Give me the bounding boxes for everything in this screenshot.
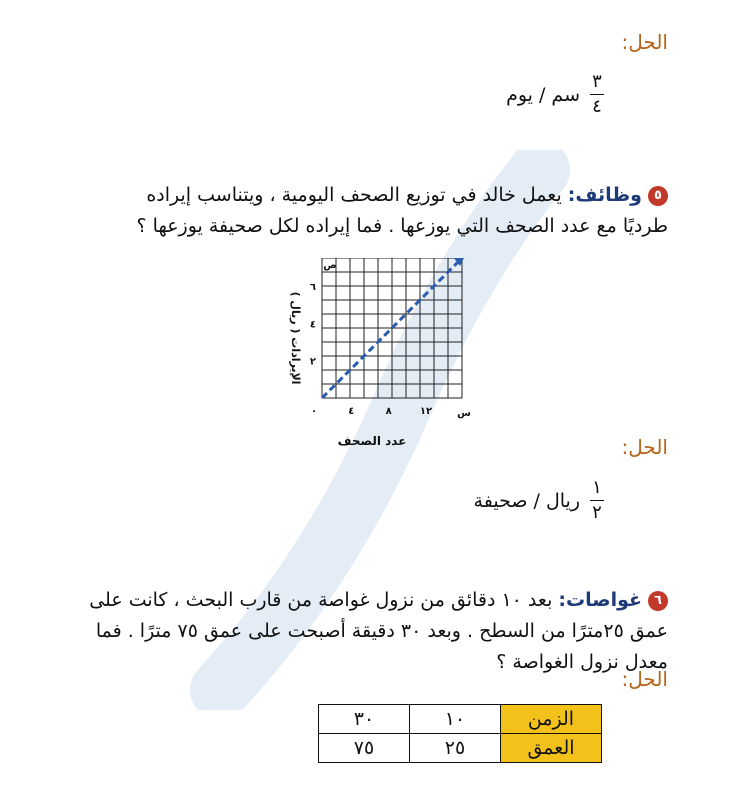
x-axis-letter: س	[457, 408, 471, 419]
fraction-denominator: ٢	[592, 502, 602, 523]
question-number-badge: ٥	[648, 186, 668, 206]
table-cell: ١٠	[410, 705, 501, 734]
question-6	[88, 585, 668, 678]
x-tick-label: ١٢	[419, 406, 433, 417]
table-cell: ٧٥	[319, 734, 410, 763]
fraction-numerator: ١	[592, 477, 602, 498]
answer-2-fraction	[590, 478, 604, 523]
graph-ticks	[310, 260, 471, 419]
fraction-bar	[590, 94, 604, 95]
question-text: يعمل خالد في توزيع الصحف اليومية ، ويتناسب إيراده طرديًا مع عدد الصحف التي يوزعها . فما إيراده لكل صحيفة يوزعها ؟	[136, 184, 668, 237]
question-keyword: وظائف:	[567, 184, 642, 206]
y-tick-label: ٢	[309, 356, 316, 368]
table-cell: ٣٠	[319, 705, 410, 734]
solution-label: الحل:	[621, 667, 668, 691]
x-tick-label: ٨	[385, 406, 392, 417]
answer-1-unit: سم / يوم	[506, 83, 580, 106]
x-tick-label: ٤	[348, 406, 355, 417]
solution-label: الحل:	[621, 30, 668, 54]
y-axis-letter: ص	[323, 260, 337, 271]
answer-1	[506, 72, 604, 117]
table-row	[319, 705, 602, 734]
table-row-header: العمق	[501, 734, 602, 763]
question-5	[108, 180, 668, 242]
question-keyword: غواصات:	[558, 589, 642, 611]
y-tick-label: ٦	[309, 282, 316, 293]
graph-y-label: الإيرادات ( ريال )	[289, 291, 302, 385]
answer-2	[474, 478, 604, 523]
answer-2-unit: ريال / صحيفة	[473, 489, 580, 512]
solution-label: الحل:	[621, 435, 668, 459]
fraction-bar	[590, 500, 604, 501]
question-number-badge: ٦	[648, 591, 668, 611]
table-row	[319, 734, 602, 763]
table-cell: ٢٥	[410, 734, 501, 763]
revenue-graph	[262, 258, 482, 453]
fraction-denominator: ٤	[592, 96, 602, 117]
data-table	[318, 704, 602, 763]
fraction-numerator: ٣	[592, 71, 602, 92]
graph-x-label: عدد الصحف	[337, 434, 407, 448]
x-tick-label: ٠	[310, 406, 318, 417]
y-tick-label: ٤	[309, 319, 316, 331]
answer-1-fraction	[590, 72, 604, 117]
question-text: بعد ١٠ دقائق من نزول غواصة من قارب البحث ، كانت على عمق ٢٥مترًا من السطح . وبعد ٣٠ دقيقة أصبحت على عمق ٧٥ مترًا . فما معدل نزول الغواصة ؟	[89, 589, 668, 673]
table-row-header: الزمن	[501, 705, 602, 734]
